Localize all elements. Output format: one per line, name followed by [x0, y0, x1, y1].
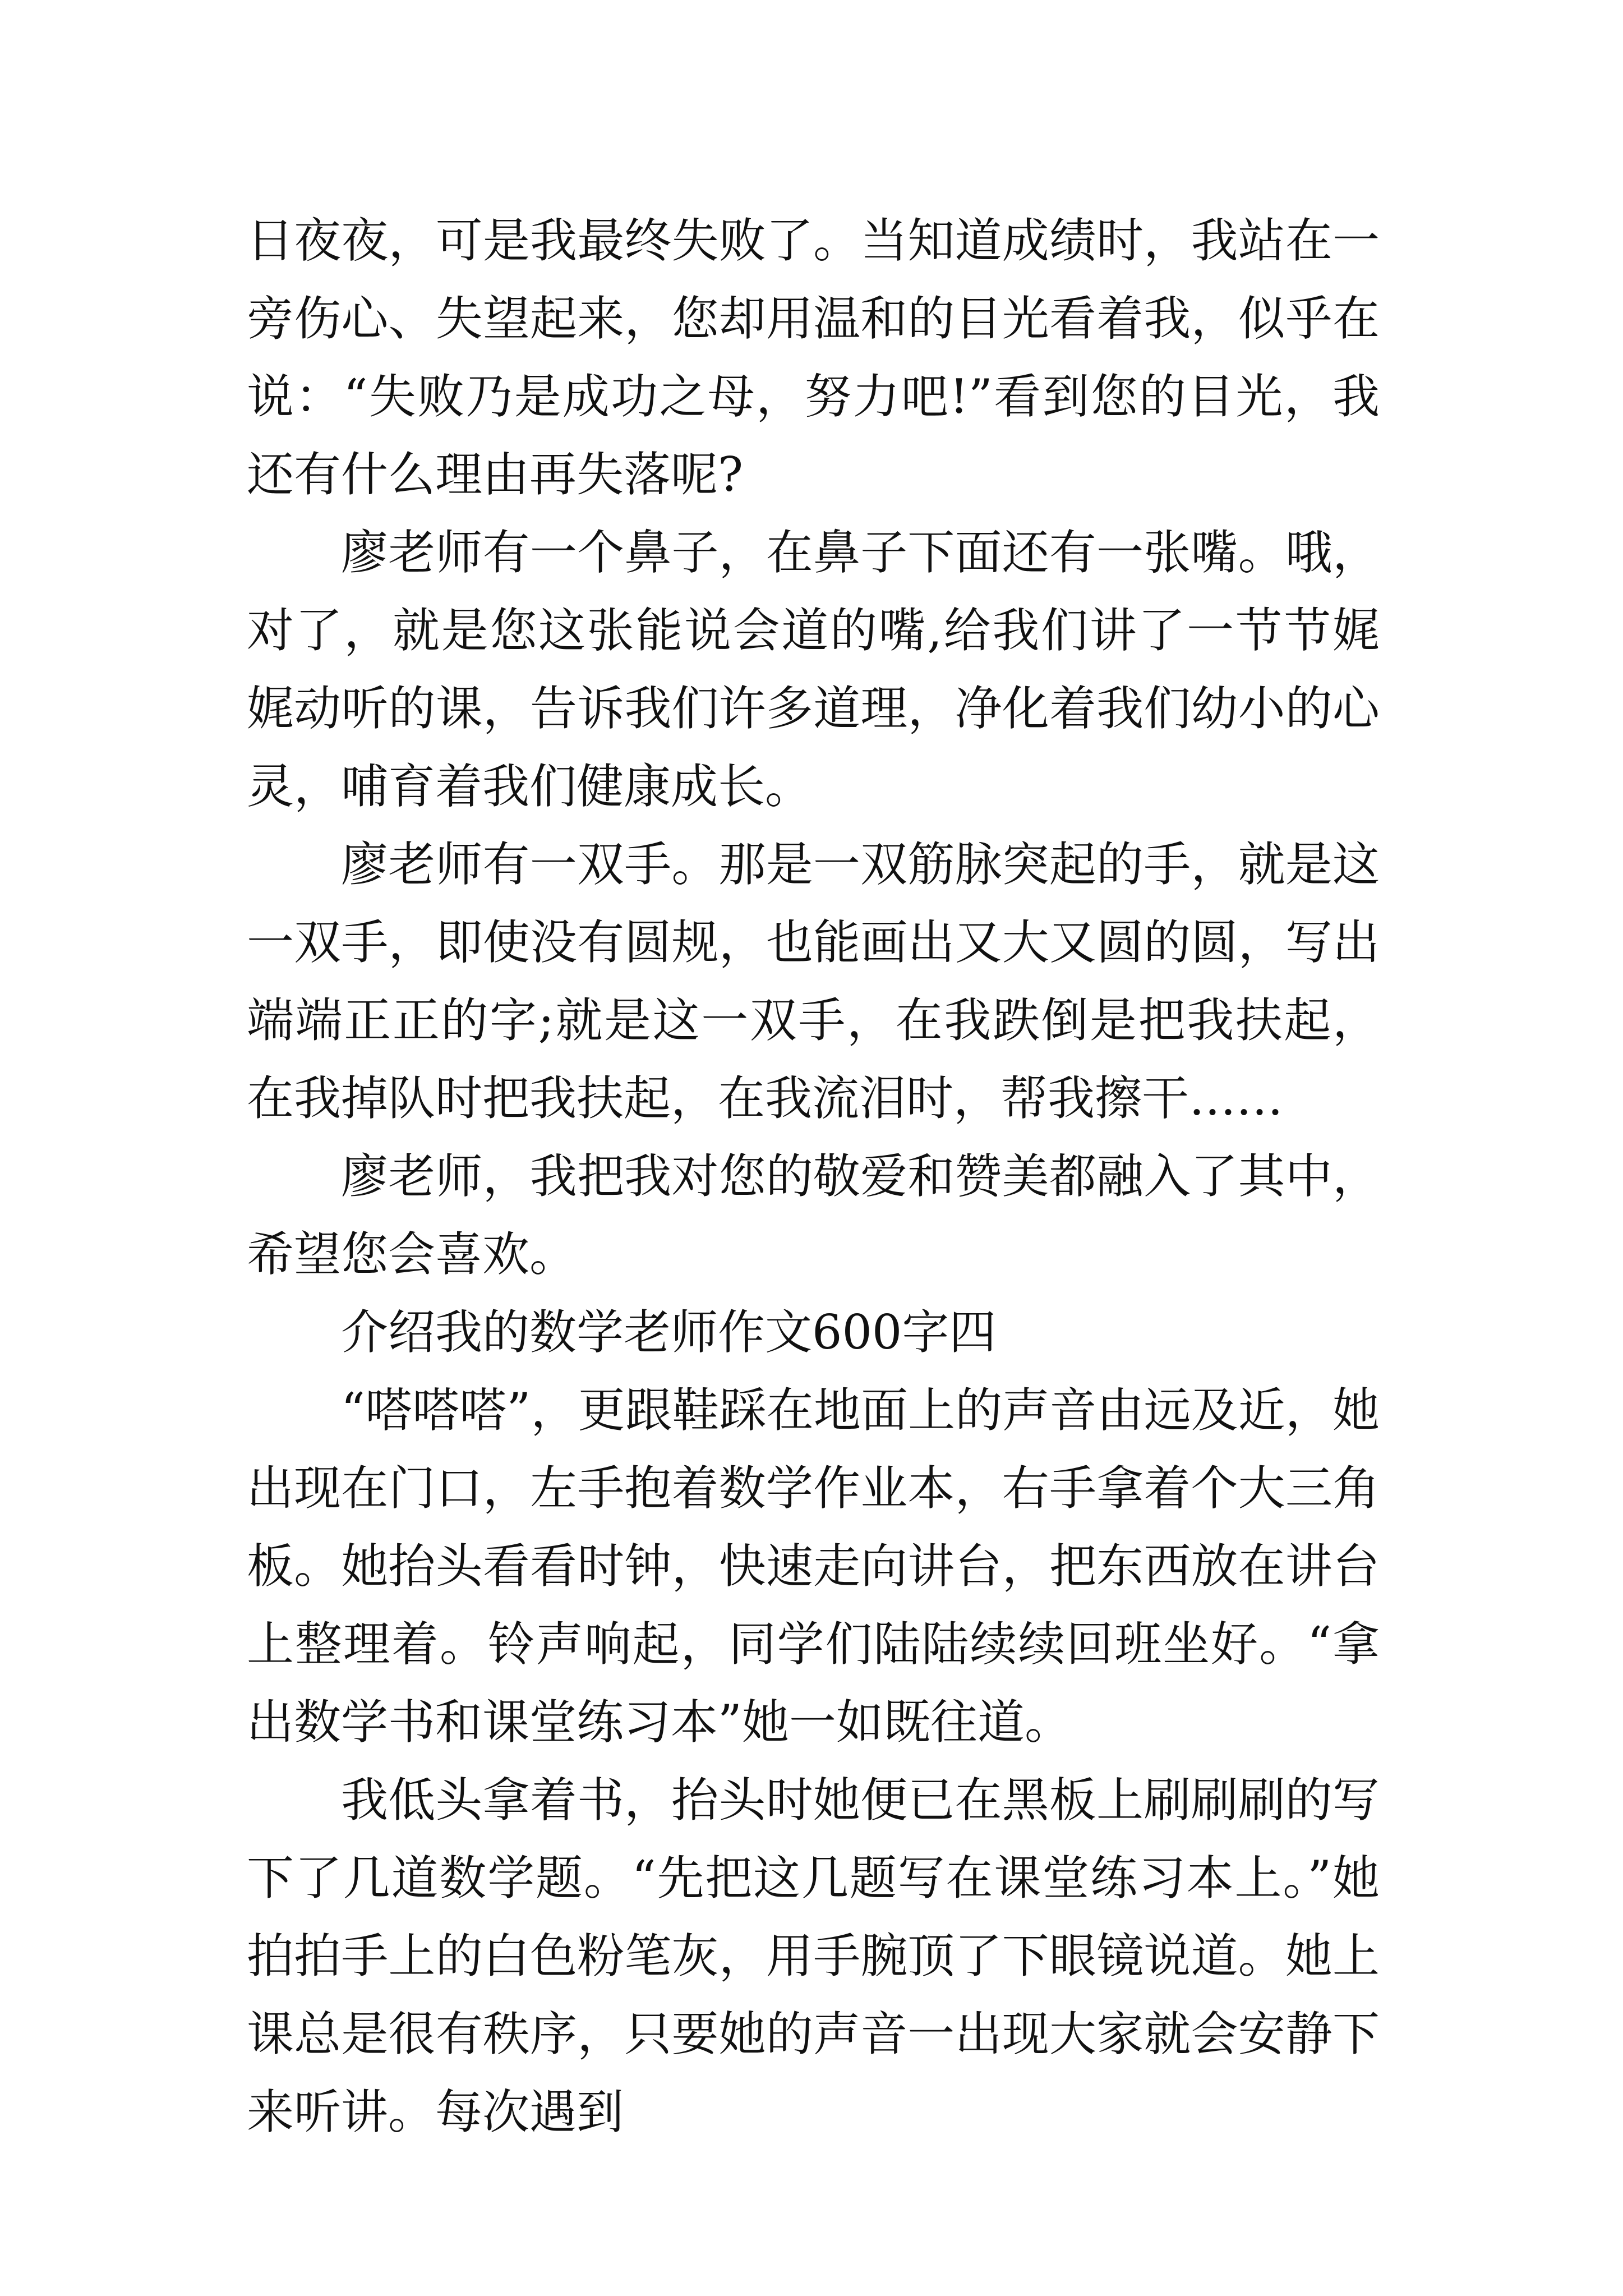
paragraph-hands: 廖老师有一双手。那是一双筋脉突起的手，就是这一双手，即使没有圆规，也能画出又大又圆的圆，写出端端正正的字;就是这一双手，在我跌倒是把我扶起，在我掉队时把我扶起，在我流泪时，帮我擦干……	[247, 837, 1380, 1126]
section-heading: 介绍我的数学老师作文600字四	[341, 1305, 997, 1360]
paragraph-blackboard: 我低头拿着书，抬头时她便已在黑板上刷刷刷的写下了几道数学题。“先把这几题写在课堂练习本上。”她拍拍手上的白色粉笔灰，用手腕顶了下眼镜说道。她上课总是很有秩序，只要她的声音一出现大家就会安静下来听讲。每次遇到	[247, 1773, 1380, 2139]
paragraph-teacher-arrives: “嗒嗒嗒”，更跟鞋踩在地面上的声音由远及近，她出现在门口，左手抱着数学作业本，右手拿着个大三角板。她抬头看看时钟，快速走向讲台，把东西放在讲台上整理着。铃声响起，同学们陆陆续续回班坐好。“拿出数学书和课堂练习本”她一如既往道。	[247, 1383, 1380, 1750]
paragraph-closing: 廖老师，我把我对您的敬爱和赞美都融入了其中，希望您会喜欢。	[247, 1149, 1380, 1282]
document-body	[247, 202, 1380, 2151]
paragraph-nose-mouth: 廖老师有一个鼻子，在鼻子下面还有一张嘴。哦，对了，就是您这张能说会道的嘴,给我们讲了一节节娓娓动听的课，告诉我们许多道理，净化着我们幼小的心灵，哺育着我们健康成长。	[247, 525, 1380, 814]
paragraph-continuation: 日夜夜，可是我最终失败了。当知道成绩时，我站在一旁伤心、失望起来，您却用温和的目光看着我，似乎在说：“失败乃是成功之母，努力吧!”看到您的目光，我还有什么理由再失落呢?	[247, 213, 1380, 502]
